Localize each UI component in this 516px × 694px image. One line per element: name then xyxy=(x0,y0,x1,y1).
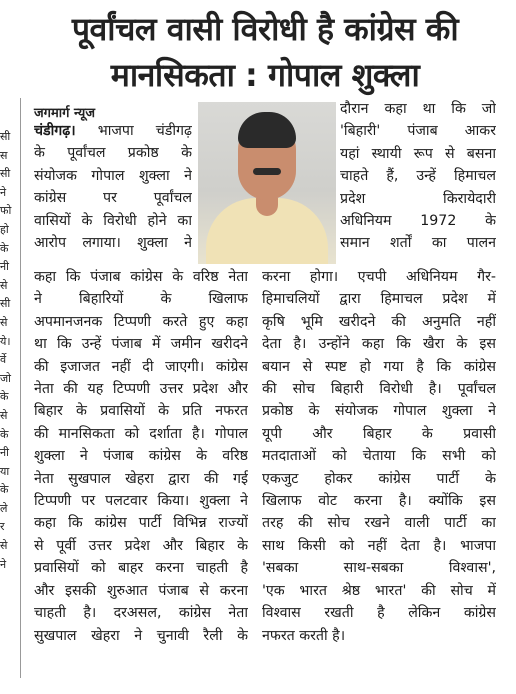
text-line: खिलाफ वोट करना है। क्योंकि इस xyxy=(262,493,496,510)
text-line: तरह की सोच रखने वाली पार्टी का xyxy=(262,515,496,532)
text-line: प्रवासियों को बाहर करना चाहती है xyxy=(34,560,248,577)
headline xyxy=(30,6,500,98)
strip-fragment: के xyxy=(0,483,9,497)
strip-fragment: हो xyxy=(0,222,9,236)
strip-fragment: ये। xyxy=(0,334,11,348)
text-line: बयान से स्पष्ट हो गया है कि कांग्रेस xyxy=(262,358,496,375)
text-line: वासियों के विरोधी होने का xyxy=(34,212,192,229)
text-line: था कि उन्हें पंजाब में जमीन खरीदने xyxy=(34,336,248,353)
strip-fragment: स xyxy=(0,148,8,162)
text-line: आरोप लगाया। शुक्ला ने xyxy=(34,235,192,252)
strip-fragment: नी xyxy=(0,446,9,460)
text-line: नेता सुखपाल खेहरा द्वारा की गई xyxy=(34,470,248,487)
text-line: टिप्पणी पर पलटवार किया। शुक्ला ने xyxy=(34,493,248,510)
text-line: ने बिहारियों के खिलाफ xyxy=(34,291,248,308)
text-fragment: भाजपा चंडीगढ़ xyxy=(75,123,192,139)
strip-fragment: ने xyxy=(0,185,7,199)
strip-fragment: से xyxy=(0,408,8,422)
strip-fragment: र्वे xyxy=(0,353,7,367)
strip-fragment: जो xyxy=(0,371,12,385)
text-line: अपमानजनक टिप्पणी करते हुए कहा xyxy=(34,313,248,330)
strip-fragment: सी xyxy=(0,297,11,311)
text-line: प्रदेश किरायेदारी xyxy=(340,190,496,207)
portrait-photo xyxy=(198,102,336,264)
strip-fragment: ले xyxy=(0,501,8,515)
text-line: अधिनियम 1972 के xyxy=(340,213,496,230)
text-line: सुखपाल खेहरा ने चुनावी रैली के xyxy=(34,627,248,644)
strip-fragment: र xyxy=(0,520,5,534)
text-line: शुक्ला ने पंजाब कांग्रेस के वरिष्ठ xyxy=(34,448,248,465)
strip-fragment: के xyxy=(0,390,9,404)
text-line: करना होगा। एचपी अधिनियम गैर- xyxy=(262,269,496,285)
adjacent-article-strip xyxy=(0,128,14,574)
text-line: बिहार के प्रवासियों के प्रति नफरत xyxy=(34,403,248,420)
text-line: की इजाजत नहीं दी जाएगी। कांग्रेस xyxy=(34,358,248,375)
article-column-2-top xyxy=(340,98,496,255)
text-line: देता है। उन्होंने कहा कि खैरा के इस xyxy=(262,336,496,353)
text-line: कहा कि पंजाब कांग्रेस के वरिष्ठ नेता xyxy=(34,269,248,285)
text-line: चाहती है। दरअसल, कांग्रेस नेता xyxy=(34,605,248,622)
text-line: साथ किसी को नहीं देता है। भाजपा xyxy=(262,537,496,554)
strip-fragment: से xyxy=(0,278,8,292)
text-line: कृषि भूमि खरीदने की अनुमति नहीं xyxy=(262,313,496,330)
strip-fragment: सी xyxy=(0,130,11,143)
dateline: चंडीगढ़। xyxy=(34,123,76,139)
headline-line-1: पूर्वांचल वासी विरोधी है कांग्रेस की xyxy=(71,10,459,48)
text-line: कांग्रेस पर पूर्वांचल xyxy=(34,190,192,207)
article-column-1-bottom xyxy=(34,266,248,647)
headline-line-2: मानसिकता : गोपाल शुक्ला xyxy=(110,56,420,94)
text-line: की सोच बिहारी विरोधी है। पूर्वांचल xyxy=(262,381,496,398)
text-line: 'बिहारी' पंजाब आकर xyxy=(340,123,496,140)
text-line: दौरान कहा था कि जो xyxy=(340,101,496,117)
strip-fragment: फो xyxy=(0,204,12,218)
strip-fragment: या xyxy=(0,464,10,478)
text-line: नेता की यह टिप्पणी उत्तर प्रदेश और xyxy=(34,381,248,398)
text-line xyxy=(34,120,192,142)
text-line: विश्वास रखती है लेकिन कांग्रेस xyxy=(262,605,496,622)
text-line: के पूर्वांचल प्रकोष्ठ के xyxy=(34,145,192,162)
text-line: हिमाचलियों द्वारा हिमाचल प्रदेश में xyxy=(262,291,496,308)
strip-fragment: के xyxy=(0,241,9,255)
byline: जगमार्ग न्यूज xyxy=(34,106,95,121)
text-line: से पूर्वी उत्तर प्रदेश और बिहार के xyxy=(34,537,248,554)
article-column-1-top xyxy=(34,120,192,254)
text-line: यहां स्थायी रूप से बसना xyxy=(340,145,496,162)
strip-fragment: के xyxy=(0,427,9,441)
strip-fragment: सी xyxy=(0,167,11,181)
strip-fragment: ने xyxy=(0,557,7,571)
article-column-2-bottom xyxy=(262,266,496,647)
text-line: यूपी और बिहार के प्रवासी xyxy=(262,425,496,442)
text-line: चाहते हैं, उन्हें हिमाचल xyxy=(340,168,496,185)
text-line: 'एक भारत श्रेष्ठ भारत' की सोच में xyxy=(262,582,496,599)
text-line: प्रकोष्ठ के संयोजक गोपाल शुक्ला ने xyxy=(262,403,496,420)
column-divider xyxy=(20,98,21,678)
text-line: कहा कि कांग्रेस पार्टी विभिन्न राज्यों xyxy=(34,515,248,532)
text-line: मतदाताओं को चेताया कि सभी को xyxy=(262,448,496,465)
text-line: नफरत करती है। xyxy=(262,627,346,644)
text-line: संयोजक गोपाल शुक्ला ने xyxy=(34,167,192,184)
strip-fragment: से xyxy=(0,539,8,553)
strip-fragment: से xyxy=(0,315,8,329)
text-line: एकजुट होकर कांग्रेस पार्टी के xyxy=(262,470,496,487)
text-line: समान शर्तों का पालन xyxy=(340,235,496,252)
strip-fragment: नी xyxy=(0,260,9,274)
text-line: 'सबका साथ-सबका विश्वास', xyxy=(262,560,496,577)
text-line: की मानसिकता को दर्शाता है। गोपाल xyxy=(34,425,248,442)
text-line: और इसकी शुरुआत पंजाब से करना xyxy=(34,582,248,599)
